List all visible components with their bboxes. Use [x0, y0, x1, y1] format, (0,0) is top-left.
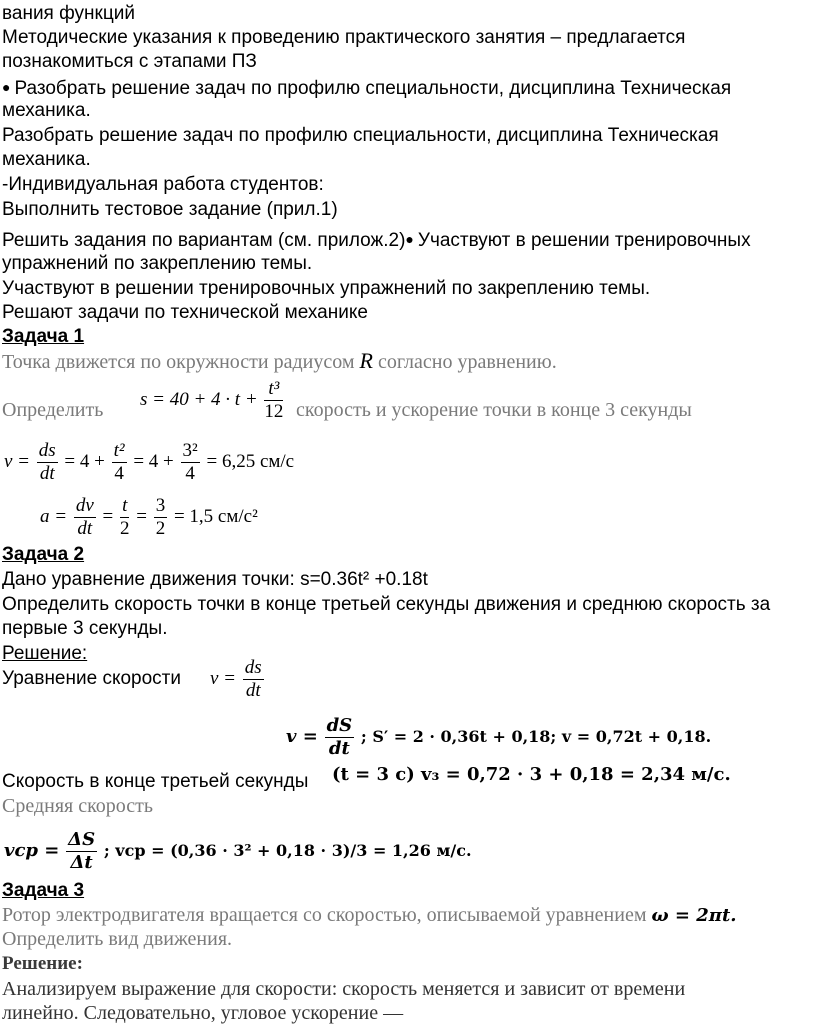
equation-text: v =	[210, 667, 237, 689]
task-3-question: Определить вид движения.	[2, 928, 233, 950]
symbol-r: R	[359, 348, 373, 373]
equation-end-speed: (t = 3 c) v₃ = 0,72 · 3 + 0,18 = 2,34 м/с.	[332, 764, 731, 785]
equation-text: = 4 +	[133, 450, 174, 472]
text-line: упражнений по закреплению темы.	[2, 253, 313, 274]
fraction	[154, 495, 168, 540]
text-segment: Точка движется по окружности радиусом	[2, 351, 355, 373]
task-3-heading: Задача 3	[2, 880, 85, 901]
fraction	[325, 715, 355, 760]
equation-text: = 4 +	[64, 450, 105, 472]
task-1-question: скорость и ускорение точки в конце 3 секунды	[296, 399, 692, 421]
text-segment: Ротор электродвигателя вращается со скоростью, описываемой уравнением	[2, 904, 647, 926]
equation-average-speed	[4, 829, 472, 874]
text-line: -Индивидуальная работа студентов:	[2, 174, 324, 195]
task-2-given: Дано уравнение движения точки: s=0.36t² +0.18t	[2, 569, 428, 590]
numerator: ds	[38, 440, 56, 461]
solution-heading: Решение:	[2, 953, 83, 974]
fraction	[181, 440, 200, 485]
task-3-solution-text: линейно. Следовательно, угловое ускорение —	[2, 1002, 404, 1024]
fraction	[112, 440, 127, 485]
end-speed-label: Скорость в конце третьей секунды	[2, 771, 309, 792]
text-line: вания функций	[2, 3, 135, 24]
task-2-heading: Задача 2	[2, 544, 85, 565]
velocity-equation-label: Уравнение скорости	[2, 668, 181, 689]
numerator: 3	[155, 495, 166, 516]
denominator: 4	[114, 463, 124, 484]
fraction	[66, 829, 97, 874]
bullet-line	[2, 76, 731, 100]
text-line: познакомиться с этапами ПЗ	[2, 51, 257, 72]
equation-text: = 6,25 см/с	[206, 450, 295, 472]
task-1-heading: Задача 1	[2, 326, 85, 347]
text-line: Методические указания к проведению практического занятия – предлагается	[2, 27, 686, 48]
equation-text: v =	[286, 725, 318, 747]
equation-text: ; vср = (0,36 · 3² + 0,18 · 3)/3 = 1,26 м/с.	[103, 840, 472, 860]
numerator: t²	[113, 440, 125, 461]
equation-derivative	[286, 715, 711, 760]
numerator: t³	[264, 378, 283, 401]
fraction	[243, 657, 264, 702]
equation-text: ; S′ = 2 · 0,36t + 0,18; v = 0,72t + 0,18.	[360, 726, 712, 746]
equation-text: =	[102, 505, 114, 527]
denominator: dt	[328, 738, 350, 759]
text-line: Выполнить тестовое задание (прил.1)	[2, 199, 338, 220]
task-2-question: Определить скорость точки в конце третьей секунды движения и среднюю скорость за	[2, 594, 771, 615]
equation-velocity	[4, 440, 294, 485]
text-segment: Решить задания по вариантам (см. прилож.2)	[2, 230, 406, 251]
bullet-text: Разобрать решение задач по профилю специальности, дисциплина Техническая	[14, 78, 732, 99]
text-segment: Участвуют в решении тренировочных	[417, 230, 751, 251]
solution-heading: Решение:	[2, 643, 88, 664]
equation-text: vср =	[4, 839, 60, 861]
equation-text: a =	[40, 505, 68, 527]
denominator: dt	[39, 463, 55, 484]
numerator: 3²	[182, 440, 198, 461]
denominator: Δt	[70, 852, 93, 873]
numerator: ΔS	[68, 829, 96, 850]
equation-text: =	[136, 505, 147, 527]
average-speed-label: Средняя скорость	[2, 795, 154, 817]
task-3-statement	[2, 904, 737, 927]
numerator: ds	[244, 657, 262, 678]
denominator: 2	[119, 518, 130, 539]
numerator: t	[120, 495, 130, 518]
fraction	[37, 440, 58, 485]
denominator: 4	[185, 463, 195, 484]
text-line: Разобрать решение задач по профилю специальности, дисциплина Техническая	[2, 125, 719, 146]
text-segment: согласно уравнению.	[377, 351, 557, 373]
task-3-solution-text: Анализируем выражение для скорости: скорость меняется и зависит от времени	[2, 978, 686, 1000]
text-line	[2, 228, 751, 252]
numerator: dS	[326, 715, 353, 736]
equation-s	[140, 378, 285, 423]
equation-text: = 1,5 см/с²	[173, 505, 258, 527]
equation-acceleration	[40, 495, 258, 540]
bullet-icon: ●	[2, 79, 11, 95]
denominator: 2	[155, 518, 166, 539]
bullet-icon: ●	[405, 231, 414, 247]
task-1-statement	[2, 350, 557, 373]
fraction	[74, 495, 96, 540]
task-2-question: первые 3 секунды.	[2, 618, 168, 639]
equation-text: v =	[4, 450, 31, 472]
equation-text: s = 40 + 4 · t +	[140, 388, 258, 410]
fraction	[264, 378, 283, 423]
denominator: 12	[264, 401, 284, 422]
text-line: механика.	[2, 149, 91, 170]
denominator: dt	[77, 518, 93, 539]
equation-velocity-def	[210, 657, 266, 702]
numerator: dv	[75, 495, 94, 516]
fraction	[120, 495, 130, 540]
determine-label: Определить	[2, 399, 104, 421]
omega-equation: ω = 2πt.	[651, 905, 737, 926]
text-line: Решают задачи по технической механике	[2, 302, 368, 323]
denominator: dt	[245, 680, 261, 701]
text-line: Участвуют в решении тренировочных упражнений по закреплению темы.	[2, 278, 651, 299]
text-line: механика.	[2, 100, 91, 121]
